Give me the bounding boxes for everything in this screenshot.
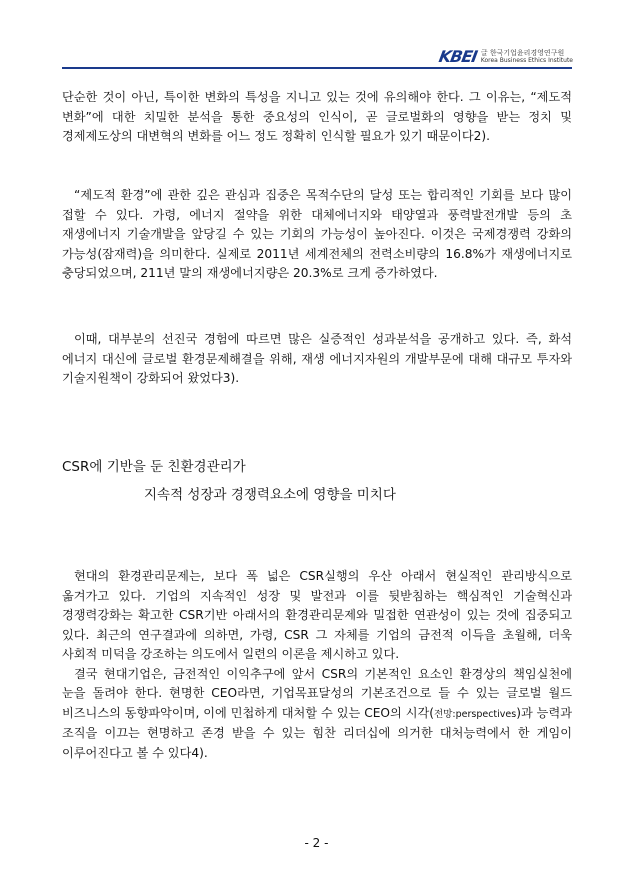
paragraph-text: “제도적 환경”에 관한 깊은 관심과 집중은 목적수단의 달성 또는 합리적인 기회를 보다 많이 접할 수 있다. 가령, 에너지 절약을 위한 대체에너지와 태양열과 풍력발전개발 등의 초 재생에너지 기술개발을 앞당길 수 있는 기회의 가능성이 높아진다. 이것은 국제경쟁력 강화의 가능성(잠재력)을 의미한다. 실제로 2011년 세계전체의 전력소비량의 16.8%가 재생에너지로 충당되었으며, 211년 말의 재생에너지량은 20.3%로 크게 증가하였다. xyxy=(62,188,572,280)
page-number: - 2 - xyxy=(304,836,329,850)
paragraph-institutional-environment xyxy=(62,186,572,284)
paragraph-inline-small: 전망:perspectives xyxy=(434,708,517,720)
logo-mark: KBEI xyxy=(437,47,479,66)
header-rule xyxy=(62,67,572,69)
paragraph-institutional-change xyxy=(62,88,572,147)
paragraph-text-part: 결국 현대기업은, 금전적인 이익추구에 앞서 CSR의 기본적인 요소인 환경상의 책임실천에 눈을 돌려야 한다. 현명한 CEO라면, 기업목표달성의 기본조건으로 들 수 있는 글로벌 월드 비즈니스의 동향파악이며, 이에 민첩하게 대처할 수 있는 CEO의 시각( xyxy=(62,666,572,720)
section-heading-line-1: CSR에 기반을 둔 친환경관리가 xyxy=(62,459,246,475)
section-heading-line-2: 지속적 성장과 경쟁력요소에 영향을 미치다 xyxy=(144,487,396,503)
institute-logo xyxy=(439,49,573,65)
paragraph-text: 단순한 것이 아닌, 특이한 변화의 특성을 지니고 있는 것에 유의해야 한다. 그 이유는, “제도적 변화”에 대한 치밀한 분석을 통한 중요성의 인식이, 곧 글로벌화의 영향을 받는 정치 및 경제제도상의 대변혁의 변화를 어느 정도 정확히 인식할 필요가 있기 때문이다2). xyxy=(62,90,572,143)
page-header xyxy=(0,0,633,80)
paragraph-text: 현대의 환경관리문제는, 보다 폭 넓은 CSR실행의 우산 아래서 현실적인 관리방식으로 옮겨가고 있다. 기업의 지속적인 성장 및 발전과 이를 뒷받침하는 핵심적인 기술혁신과 경쟁력강화는 확고한 CSR기반 아래서의 환경관리문제와 밀접한 연관성이 있는 것에 집중되고 있다. 최근의 연구결과에 의하면, 가령, CSR 그 자체를 기업의 금전적 이득을 초월해, 더욱 사회적 미덕을 강조하는 의도에서 일련의 이론을 제시하고 있다. xyxy=(62,569,572,661)
org-name-english: Korea Business Ethics Institute xyxy=(480,57,573,64)
paragraph-developed-countries xyxy=(62,330,572,389)
paragraph-csr-management xyxy=(62,567,572,763)
paragraph-text: 이때, 대부분의 선진국 경험에 따르면 많은 실증적인 성과분석을 공개하고 있다. 즉, 화석 에너지 대신에 글로벌 환경문제해결을 위해, 재생 에너지자원의 개발부문에 대해 대규모 투자와 기술지원책이 강화되어 왔었다3). xyxy=(62,332,572,385)
paragraph-text-part: )과 능력과 조직을 이끄는 현명하고 존경 받을 수 있는 힘찬 리더십에 의거한 대처능력에서 한 게임이 이루어진다고 볼 수 있다4). xyxy=(62,705,572,760)
logo-text xyxy=(481,49,573,65)
org-name-korean: 글 한국기업윤리경영연구원 xyxy=(480,49,565,57)
paragraph-text xyxy=(62,665,572,764)
